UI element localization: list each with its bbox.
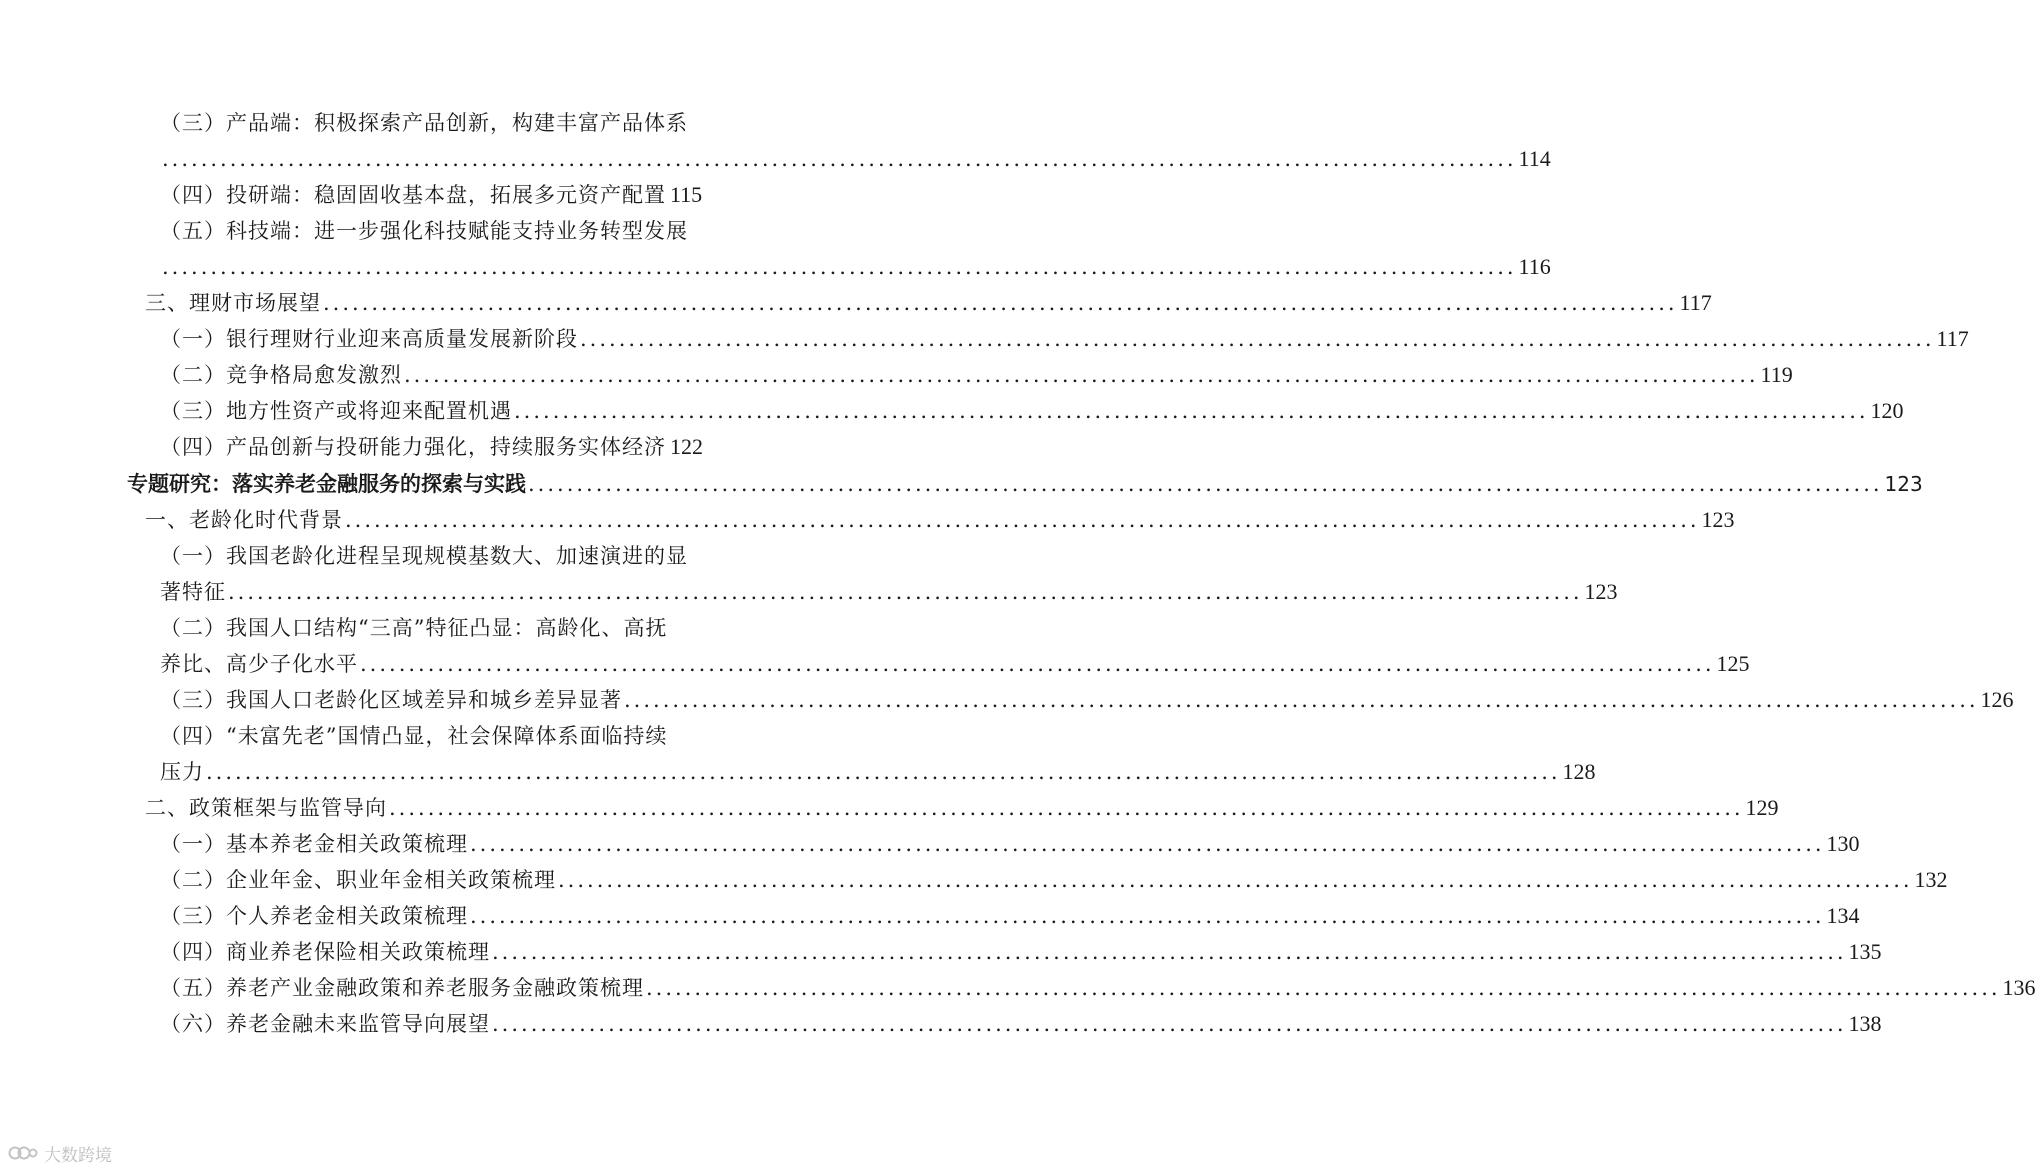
toc-page-number: 135: [1848, 939, 1882, 964]
toc-entry-title: （四）商业养老保险相关政策梳理: [160, 940, 490, 964]
toc-entry-title: 著特征: [160, 580, 226, 604]
toc-page-number: 117: [1679, 290, 1712, 315]
toc-page-number: 136: [2002, 975, 2036, 1000]
toc-leader-dots: ............................................................................................................................................: [228, 580, 1583, 604]
toc-entry-title: （三）产品端：积极探索产品创新，构建丰富产品体系: [160, 111, 688, 135]
toc-page-number: 138: [1848, 1011, 1882, 1036]
toc-line: [160, 757, 1596, 787]
toc-page-number: 123: [1884, 472, 1923, 496]
toc-page-number: 116: [1518, 254, 1551, 279]
toc-line: [160, 432, 703, 462]
toc-leader-dots: ............................................................................................................................................: [162, 255, 1517, 279]
toc-leader-dots: ............................................................................................................................................: [360, 652, 1715, 676]
toc-page-number: 119: [1760, 362, 1793, 387]
toc-entry-title: （一）银行理财行业迎来高质量发展新阶段: [160, 327, 578, 351]
toc-page-number: 114: [1518, 146, 1551, 171]
toc-line: [160, 721, 690, 751]
toc-entry-title: 压力: [160, 760, 204, 784]
toc-leader-dots: ............................................................................................................................................: [624, 688, 1979, 712]
toc-line: [160, 144, 1551, 174]
toc-page-number: 117: [1936, 326, 1969, 351]
toc-line: [160, 541, 690, 571]
toc-entry-title: 一、老龄化时代背景: [145, 508, 343, 532]
toc-entry-title: 专题研究：落实养老金融服务的探索与实践: [127, 472, 526, 496]
watermark-text: 大数跨境: [44, 1145, 112, 1166]
toc-line: [160, 973, 2036, 1003]
toc-page-number: 129: [1745, 795, 1779, 820]
toc-line: [160, 180, 703, 210]
toc-leader-dots: ............................................................................................................................................: [345, 508, 1700, 532]
toc-leader-dots: ............................................................................................................................................: [528, 472, 1883, 496]
toc-leader-dots: ............................................................................................................................................: [470, 832, 1825, 856]
toc-entry-title: （四）产品创新与投研能力强化，持续服务实体经济: [160, 435, 666, 459]
toc-line: [160, 937, 1882, 967]
toc-line: [160, 829, 1860, 859]
toc-entry-title: （四）“未富先老”国情凸显，社会保障体系面临持续: [160, 724, 668, 748]
toc-page-number: 125: [1716, 651, 1750, 676]
toc-leader-dots: ............................................................................................................................................: [514, 399, 1869, 423]
toc-line: [160, 360, 1793, 390]
toc-line: [160, 865, 1948, 895]
toc-leader-dots: ............................................................................................................................................: [492, 1012, 1847, 1036]
toc-line: [160, 685, 2014, 715]
toc-page-number: 132: [1914, 867, 1948, 892]
toc-page-number: 123: [1584, 579, 1618, 604]
toc-line: [160, 108, 690, 138]
toc-entry-title: （二）竞争格局愈发激烈: [160, 363, 402, 387]
toc-leader-dots: ............................................................................................................................................: [389, 796, 1744, 820]
toc-entry-title: 二、政策框架与监管导向: [145, 796, 387, 820]
toc-line: [160, 649, 1750, 679]
toc-page-number: 122: [670, 434, 703, 459]
toc-entry-title: 三、理财市场展望: [145, 291, 321, 315]
toc-entry-title: 养比、高少子化水平: [160, 652, 358, 676]
toc-page-number: 126: [1980, 687, 2014, 712]
toc-page-number: 128: [1562, 759, 1596, 784]
toc-leader-dots: ............................................................................................................................................: [162, 147, 1517, 171]
toc-line: [160, 324, 1969, 354]
toc-entry-title: （一）基本养老金相关政策梳理: [160, 832, 468, 856]
toc-leader-dots: ............................................................................................................................................: [492, 940, 1847, 964]
toc-leader-dots: ............................................................................................................................................: [323, 291, 1678, 315]
toc-line: [145, 793, 1779, 823]
toc-line: [160, 613, 690, 643]
toc-entry-title: （一）我国老龄化进程呈现规模基数大、加速演进的显: [160, 544, 688, 568]
toc-page-number: 134: [1826, 903, 1860, 928]
toc-page-number: 115: [670, 182, 703, 207]
toc-leader-dots: ............................................................................................................................................: [580, 327, 1935, 351]
toc-entry-title: （六）养老金融未来监管导向展望: [160, 1012, 490, 1036]
toc-leader-dots: ............................................................................................................................................: [558, 868, 1913, 892]
toc-leader-dots: ............................................................................................................................................: [404, 363, 1759, 387]
toc-line: [160, 901, 1860, 931]
toc-entry-title: （二）我国人口结构“三高”特征凸显：高龄化、高抚: [160, 616, 668, 640]
toc-line: [160, 1009, 1882, 1039]
toc-entry-title: （四）投研端：稳固固收基本盘，拓展多元资产配置: [160, 183, 666, 207]
toc-entry-title: （三）地方性资产或将迎来配置机遇: [160, 399, 512, 423]
toc-page-number: 130: [1826, 831, 1860, 856]
toc-leader-dots: ............................................................................................................................................: [646, 976, 2001, 1000]
toc-line: [145, 505, 1735, 535]
toc-line: [145, 288, 1712, 318]
toc-line: [160, 216, 690, 246]
toc-entry-title: （二）企业年金、职业年金相关政策梳理: [160, 868, 556, 892]
toc-line: [127, 469, 1923, 499]
watermark: [8, 1141, 112, 1165]
toc-line: [160, 577, 1618, 607]
toc-leader-dots: ............................................................................................................................................: [470, 904, 1825, 928]
toc-leader-dots: ............................................................................................................................................: [206, 760, 1561, 784]
toc-entry-title: （三）个人养老金相关政策梳理: [160, 904, 468, 928]
toc-page-number: 123: [1701, 507, 1735, 532]
toc-entry-title: （五）养老产业金融政策和养老服务金融政策梳理: [160, 976, 644, 1000]
brand-logo-icon: [8, 1143, 38, 1163]
toc-entry-title: （三）我国人口老龄化区域差异和城乡差异显著: [160, 688, 622, 712]
toc-line: [160, 396, 1904, 426]
toc-page-number: 120: [1870, 398, 1904, 423]
toc-line: [160, 252, 1551, 282]
toc-entry-title: （五）科技端：进一步强化科技赋能支持业务转型发展: [160, 219, 688, 243]
